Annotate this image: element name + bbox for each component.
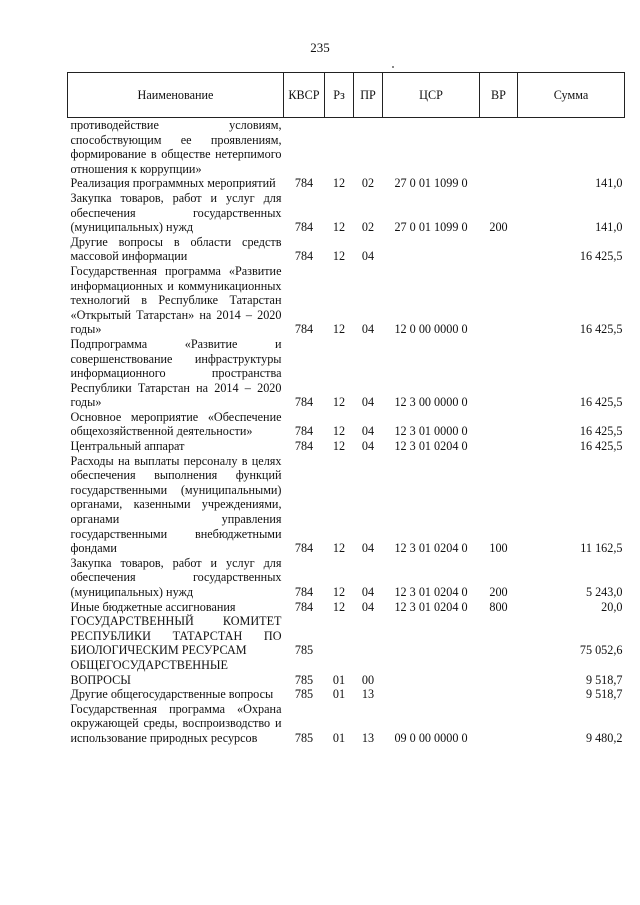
cell-vr xyxy=(480,702,518,746)
cell-pr xyxy=(354,614,383,658)
table-header xyxy=(68,73,625,118)
cell-sum: 16 425,5 xyxy=(579,322,623,337)
cell-kvsr: 784 xyxy=(294,395,314,410)
cell-rz xyxy=(325,614,354,658)
header-name: Наименование xyxy=(68,73,284,118)
cell-vr xyxy=(480,235,518,264)
table-row xyxy=(68,556,625,600)
cell-rz: 01 xyxy=(332,672,346,687)
cell-pr: 04 xyxy=(361,395,375,410)
cell-kvsr: 784 xyxy=(294,176,314,191)
cell-pr: 04 xyxy=(361,585,375,599)
cell-kvsr: 785 xyxy=(294,672,314,687)
cell-sum: 141,0 xyxy=(595,220,623,235)
cell-csr: 12 3 01 0204 0 xyxy=(394,541,468,556)
cell-csr xyxy=(383,118,480,177)
cell-csr: 12 3 01 0000 0 xyxy=(394,424,468,439)
cell-pr xyxy=(354,118,383,177)
cell-kvsr: 784 xyxy=(294,220,314,235)
cell-kvsr: 784 xyxy=(294,599,314,614)
cell-rz: 12 xyxy=(332,322,346,337)
cell-rz: 12 xyxy=(332,395,346,410)
cell-csr: 12 3 01 0204 0 xyxy=(394,439,468,454)
cell-pr: 02 xyxy=(361,176,375,191)
table-body xyxy=(68,118,625,746)
cell-sum: 5 243,0 xyxy=(585,585,623,599)
cell-name: Другие общегосударственные вопросы xyxy=(70,687,274,702)
cell-pr: 13 xyxy=(361,730,375,745)
cell-sum: 141,0 xyxy=(595,176,623,191)
cell-kvsr xyxy=(284,118,325,177)
cell-csr: 09 0 00 0000 0 xyxy=(394,730,468,745)
table-row xyxy=(68,687,625,702)
cell-sum: 9 480,2 xyxy=(585,730,623,745)
table-row xyxy=(68,614,625,658)
cell-name: ОБЩЕГОСУДАРСТВЕННЫЕ ВОПРОСЫ xyxy=(70,657,228,687)
table-row xyxy=(68,264,625,337)
cell-name: ГОСУДАРСТВЕННЫЙ КОМИТЕТ РЕСПУБЛИКИ ТАТАРСТАН ПО БИОЛОГИЧЕСКИМ РЕСУРСАМ xyxy=(70,614,282,658)
cell-kvsr: 785 xyxy=(294,687,314,702)
table-row xyxy=(68,410,625,439)
cell-rz: 01 xyxy=(332,687,346,702)
cell-sum: 16 425,5 xyxy=(579,424,623,439)
scan-speck xyxy=(392,66,394,68)
cell-pr: 02 xyxy=(361,220,375,235)
table-row xyxy=(68,118,625,177)
cell-csr xyxy=(383,658,480,687)
header-pr: ПР xyxy=(354,73,383,118)
cell-rz xyxy=(325,118,354,177)
cell-name: Реализация программных мероприятий xyxy=(70,176,276,191)
cell-kvsr: 784 xyxy=(294,322,314,337)
cell-vr xyxy=(480,337,518,410)
table-row xyxy=(68,702,625,746)
cell-vr xyxy=(480,658,518,687)
page-number: 235 xyxy=(310,40,330,55)
table-row xyxy=(68,235,625,264)
cell-kvsr: 784 xyxy=(294,439,314,454)
cell-rz: 12 xyxy=(332,585,346,599)
cell-rz: 12 xyxy=(332,439,346,454)
cell-sum: 11 162,5 xyxy=(580,541,623,556)
cell-rz: 12 xyxy=(332,424,346,439)
cell-vr xyxy=(480,264,518,337)
cell-rz: 12 xyxy=(332,541,346,556)
cell-rz: 12 xyxy=(332,249,346,264)
table-row xyxy=(68,439,625,454)
cell-rz: 12 xyxy=(332,220,346,235)
cell-name: Государственная программа «Охрана окружающей среды, воспроизводство и использование природных ресурсов xyxy=(70,701,282,745)
cell-rz: 12 xyxy=(332,176,346,191)
cell-name: Подпрограмма «Развитие и совершенствование инфраструктуры информационного пространства Республики Татарстан на 2014 – 2020 годы» xyxy=(70,336,282,410)
cell-name: Центральный аппарат xyxy=(70,439,185,454)
cell-vr: 200 xyxy=(489,585,508,599)
cell-kvsr: 785 xyxy=(294,730,314,745)
cell-csr: 12 3 01 0204 0 xyxy=(394,599,468,614)
cell-name: Закупка товаров, работ и услуг для обеспечения государственных (муниципальных) нужд xyxy=(70,190,282,235)
table-row xyxy=(68,454,625,556)
header-row xyxy=(68,73,625,118)
cell-pr: 13 xyxy=(361,687,375,702)
cell-vr: 100 xyxy=(489,541,508,556)
table-row xyxy=(68,176,625,191)
cell-vr xyxy=(480,176,518,191)
cell-kvsr: 784 xyxy=(294,541,314,556)
cell-csr xyxy=(383,687,480,702)
header-vr: ВР xyxy=(480,73,518,118)
cell-pr: 04 xyxy=(361,599,375,614)
cell-kvsr: 785 xyxy=(294,643,314,658)
cell-kvsr: 784 xyxy=(294,249,314,264)
cell-sum xyxy=(518,118,625,177)
cell-pr: 04 xyxy=(361,249,375,264)
budget-table xyxy=(67,72,625,746)
cell-name: Основное мероприятие «Обеспечение общехозяйственной деятельности» xyxy=(70,409,282,439)
cell-name: Иные бюджетные ассигнования xyxy=(70,599,236,614)
cell-vr: 200 xyxy=(489,220,508,235)
cell-rz: 12 xyxy=(332,599,346,614)
table-row xyxy=(68,337,625,410)
cell-vr xyxy=(480,410,518,439)
cell-sum: 16 425,5 xyxy=(579,395,623,410)
cell-csr: 12 0 00 0000 0 xyxy=(394,322,468,337)
cell-csr: 12 3 01 0204 0 xyxy=(394,585,468,599)
cell-vr xyxy=(480,118,518,177)
cell-rz: 01 xyxy=(332,730,346,745)
cell-pr: 04 xyxy=(361,322,375,337)
cell-csr: 27 0 01 1099 0 xyxy=(394,220,468,235)
cell-name: Расходы на выплаты персоналу в целях обеспечения выполнения функций государственными (муниципальными) органами, казенными учреждениями, органами управления государственными внебюджетными фондами xyxy=(70,453,282,556)
cell-csr: 12 3 00 0000 0 xyxy=(394,395,468,410)
cell-sum: 9 518,7 xyxy=(585,672,623,687)
header-csr: ЦСР xyxy=(383,73,480,118)
cell-csr: 27 0 01 1099 0 xyxy=(394,176,468,191)
cell-sum: 16 425,5 xyxy=(579,249,623,264)
cell-name: Закупка товаров, работ и услуг для обеспечения государственных (муниципальных) нужд xyxy=(70,555,282,599)
cell-kvsr: 784 xyxy=(294,424,314,439)
cell-sum: 9 518,7 xyxy=(585,687,623,702)
cell-vr: 800 xyxy=(489,599,508,614)
table-row xyxy=(68,191,625,235)
cell-pr: 04 xyxy=(361,424,375,439)
cell-csr xyxy=(383,235,480,264)
cell-pr: 04 xyxy=(361,439,375,454)
cell-csr xyxy=(383,614,480,658)
header-sum: Сумма xyxy=(518,73,625,118)
cell-sum: 20,0 xyxy=(601,599,623,614)
cell-pr: 00 xyxy=(361,672,375,687)
cell-pr: 04 xyxy=(361,541,375,556)
header-rz: Рз xyxy=(325,73,354,118)
table-row xyxy=(68,658,625,687)
cell-vr xyxy=(480,614,518,658)
cell-sum: 75 052,6 xyxy=(579,643,623,658)
table-row xyxy=(68,600,625,615)
header-kvsr: КВСР xyxy=(284,73,325,118)
cell-kvsr: 784 xyxy=(294,585,314,599)
cell-name: Другие вопросы в области средств массовой информации xyxy=(70,234,282,264)
cell-vr xyxy=(480,687,518,702)
cell-sum: 16 425,5 xyxy=(579,439,623,454)
cell-name: противодействие условиям, способствующим ее проявлениям, формирование в обществе нетерпимого отношения к коррупции» xyxy=(70,118,282,176)
cell-name: Государственная программа «Развитие информационных и коммуникационных технологий в Республике Татарстан «Открытый Татарстан» на 2014 – 2020 годы» xyxy=(70,263,282,337)
cell-vr xyxy=(480,439,518,454)
